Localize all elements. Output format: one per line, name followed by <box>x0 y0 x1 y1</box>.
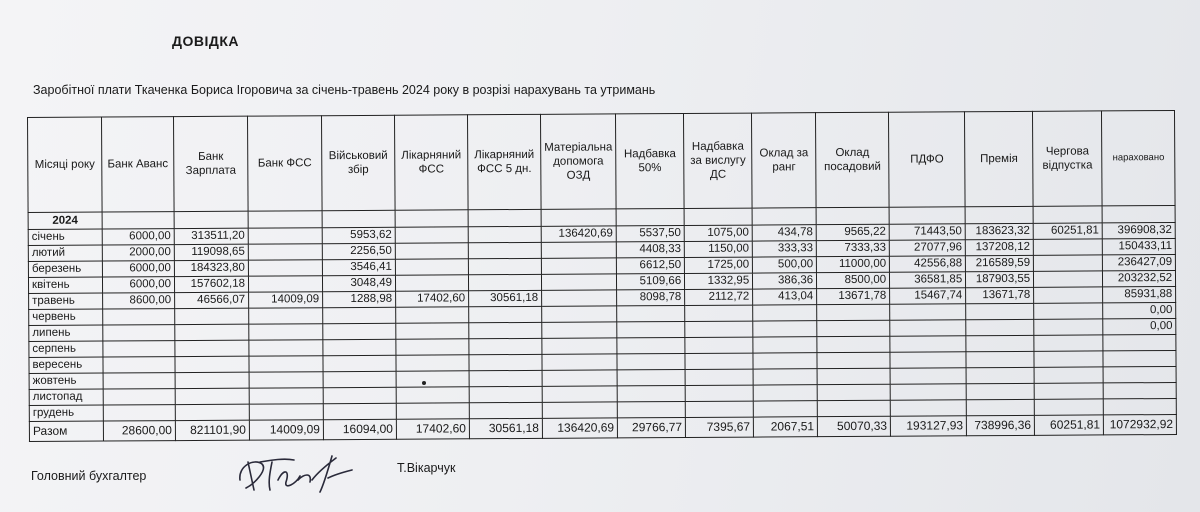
value-cell: 27077,96 <box>889 240 965 256</box>
value-cell: 14009,09 <box>249 292 323 308</box>
value-cell <box>175 404 249 420</box>
value-cell: 0,00 <box>1103 302 1176 318</box>
value-cell <box>817 352 890 368</box>
value-cell <box>1103 334 1176 350</box>
total-value-cell: 2067,51 <box>754 417 818 437</box>
footer-name: Т.Вікарчук <box>397 461 456 475</box>
value-cell <box>753 337 817 353</box>
value-cell <box>395 243 468 259</box>
value-cell <box>396 307 469 323</box>
value-cell <box>469 402 542 418</box>
value-cell: 2256,50 <box>322 243 395 259</box>
value-cell: 13671,78 <box>966 287 1034 303</box>
value-cell: 13671,78 <box>817 288 890 304</box>
value-cell: 30561,18 <box>469 290 542 306</box>
value-cell: 203232,52 <box>1103 270 1176 286</box>
value-cell <box>249 388 323 404</box>
value-cell <box>890 320 966 336</box>
value-cell <box>1034 335 1103 351</box>
value-cell: 1288,98 <box>323 291 396 307</box>
value-cell <box>685 321 753 337</box>
value-cell: 85931,88 <box>1103 286 1176 302</box>
value-cell <box>103 357 175 373</box>
ink-dot <box>422 381 426 385</box>
value-cell: 184323,80 <box>174 260 248 276</box>
value-cell <box>1034 255 1103 271</box>
month-cell: квітень <box>28 277 102 293</box>
value-cell: 42556,88 <box>890 256 966 272</box>
value-cell <box>468 258 541 274</box>
value-cell <box>542 322 617 338</box>
value-cell: 6000,00 <box>102 229 174 245</box>
column-header: Оклад за ранг <box>752 113 817 208</box>
value-cell <box>541 242 616 258</box>
value-cell: 1332,95 <box>685 273 753 289</box>
signature-image <box>232 450 362 496</box>
column-header: Місяці року <box>28 117 103 212</box>
value-cell <box>249 308 323 324</box>
value-cell <box>468 274 541 290</box>
month-cell: червень <box>29 309 103 325</box>
value-cell <box>103 341 175 357</box>
value-cell <box>890 336 966 352</box>
value-cell: 71443,50 <box>889 224 965 240</box>
value-cell <box>542 370 617 386</box>
value-cell <box>175 388 249 404</box>
column-header: Надбавка 50% <box>616 113 685 208</box>
value-cell <box>617 321 685 337</box>
month-cell: листопад <box>29 389 103 405</box>
value-cell <box>966 399 1034 415</box>
salary-table <box>27 110 1177 442</box>
value-cell <box>966 303 1034 319</box>
value-cell <box>542 402 617 418</box>
value-cell: 8098,78 <box>617 289 685 305</box>
value-cell <box>890 352 966 368</box>
value-cell: 0,00 <box>1103 318 1176 334</box>
value-cell <box>395 259 468 275</box>
value-cell <box>890 384 966 400</box>
value-cell: 2000,00 <box>102 245 174 261</box>
value-cell <box>617 385 685 401</box>
month-cell: травень <box>29 293 103 309</box>
value-cell <box>617 353 685 369</box>
value-cell: 1075,00 <box>684 225 752 241</box>
value-cell <box>249 356 323 372</box>
value-cell <box>542 290 617 306</box>
value-cell <box>175 308 249 324</box>
value-cell <box>753 369 817 385</box>
month-cell: грудень <box>29 405 103 421</box>
value-cell: 5953,62 <box>322 227 395 243</box>
value-cell: 60251,81 <box>1033 223 1102 239</box>
value-cell <box>396 387 469 403</box>
value-cell <box>753 401 817 417</box>
value-cell <box>396 355 469 371</box>
value-cell <box>1103 382 1176 398</box>
month-cell: жовтень <box>29 373 103 389</box>
value-cell: 6000,00 <box>102 277 174 293</box>
value-cell <box>323 307 396 323</box>
value-cell <box>323 403 396 419</box>
value-cell: 216589,59 <box>966 255 1034 271</box>
month-cell: серпень <box>29 341 103 357</box>
value-cell <box>469 370 542 386</box>
total-label: Разом <box>29 421 103 441</box>
total-value-cell: 136420,69 <box>542 418 617 438</box>
value-cell: 119098,65 <box>174 244 248 260</box>
value-cell: 8500,00 <box>817 272 890 288</box>
value-cell: 500,00 <box>753 257 817 273</box>
value-cell <box>542 338 617 354</box>
total-value-cell: 821101,90 <box>175 420 249 440</box>
value-cell <box>1103 398 1176 414</box>
total-value-cell: 738996,36 <box>967 415 1035 435</box>
value-cell <box>1034 351 1103 367</box>
value-cell <box>249 340 323 356</box>
value-cell <box>685 305 753 321</box>
value-cell <box>890 368 966 384</box>
value-cell <box>817 384 890 400</box>
footer-position: Головний бухгалтер <box>31 469 147 483</box>
value-cell <box>966 351 1034 367</box>
value-cell <box>103 373 175 389</box>
value-cell <box>685 369 753 385</box>
value-cell <box>1034 271 1103 287</box>
value-cell: 8600,00 <box>103 293 175 309</box>
total-value-cell: 28600,00 <box>103 421 175 441</box>
value-cell <box>890 400 966 416</box>
value-cell <box>817 304 890 320</box>
value-cell <box>469 338 542 354</box>
value-cell <box>103 309 175 325</box>
value-cell: 4408,33 <box>616 241 684 257</box>
table-body <box>28 205 1176 421</box>
value-cell <box>323 387 396 403</box>
value-cell <box>1034 367 1103 383</box>
value-cell <box>323 339 396 355</box>
document-title: ДОВІДКА <box>172 33 239 49</box>
total-value-cell: 14009,09 <box>249 420 323 440</box>
value-cell <box>890 304 966 320</box>
value-cell <box>617 337 685 353</box>
value-cell: 3048,49 <box>322 275 395 291</box>
value-cell: 6000,00 <box>102 261 174 277</box>
value-cell <box>468 226 541 242</box>
value-cell: 150433,11 <box>1102 238 1175 254</box>
value-cell: 36581,85 <box>890 272 966 288</box>
value-cell: 183623,32 <box>965 223 1033 239</box>
value-cell <box>323 355 396 371</box>
value-cell: 2112,72 <box>685 289 753 305</box>
value-cell <box>1034 319 1103 335</box>
value-cell <box>966 383 1034 399</box>
total-value-cell: 29766,77 <box>618 417 686 437</box>
month-cell: вересень <box>29 357 103 373</box>
value-cell <box>1034 287 1103 303</box>
value-cell <box>685 337 753 353</box>
value-cell: 413,04 <box>753 289 817 305</box>
value-cell: 46566,07 <box>175 292 249 308</box>
column-header: Надбавка за вислугу ДС <box>684 113 753 208</box>
total-value-cell: 50070,33 <box>818 416 891 436</box>
value-cell <box>753 321 817 337</box>
value-cell: 434,78 <box>752 225 816 241</box>
column-header: Лікарняний ФСС <box>394 115 468 210</box>
value-cell <box>396 323 469 339</box>
value-cell <box>966 335 1034 351</box>
total-value-cell: 17402,60 <box>396 419 469 439</box>
column-header: нараховано <box>1102 110 1176 205</box>
value-cell <box>817 336 890 352</box>
value-cell <box>175 356 249 372</box>
column-header: Оклад посадовий <box>816 112 890 207</box>
total-value-cell: 1072932,92 <box>1104 414 1177 434</box>
value-cell <box>323 371 396 387</box>
value-cell: 5537,50 <box>616 225 684 241</box>
column-header: Військовий збір <box>321 115 395 210</box>
value-cell <box>469 306 542 322</box>
value-cell <box>1103 350 1176 366</box>
value-cell <box>103 389 175 405</box>
value-cell <box>248 228 322 244</box>
value-cell <box>685 401 753 417</box>
value-cell: 386,36 <box>753 273 817 289</box>
value-cell <box>469 322 542 338</box>
column-header: Матеріальна допомога ОЗД <box>540 114 616 209</box>
value-cell: 236427,09 <box>1103 254 1176 270</box>
value-cell: 17402,60 <box>396 291 469 307</box>
value-cell <box>685 385 753 401</box>
value-cell <box>1033 239 1102 255</box>
column-header: Банк ФСС <box>247 116 322 211</box>
column-header: Чергова відпустка <box>1033 111 1103 206</box>
value-cell: 157602,18 <box>174 276 248 292</box>
value-cell <box>617 305 685 321</box>
value-cell: 3546,41 <box>322 259 395 275</box>
value-cell <box>685 353 753 369</box>
value-cell: 15467,74 <box>890 288 966 304</box>
column-header: Банк Аванс <box>102 117 175 212</box>
value-cell: 1725,00 <box>685 257 753 273</box>
value-cell <box>468 242 541 258</box>
value-cell <box>966 367 1034 383</box>
value-cell: 136420,69 <box>541 226 616 242</box>
value-cell <box>753 385 817 401</box>
value-cell <box>395 275 468 291</box>
value-cell: 5109,66 <box>617 273 685 289</box>
value-cell <box>249 372 323 388</box>
value-cell: 313511,20 <box>174 228 248 244</box>
value-cell <box>396 403 469 419</box>
value-cell <box>469 354 542 370</box>
value-cell <box>396 339 469 355</box>
value-cell: 6612,50 <box>617 257 685 273</box>
value-cell <box>248 260 322 276</box>
value-cell <box>175 340 249 356</box>
value-cell: 137208,12 <box>965 239 1033 255</box>
value-cell <box>753 353 817 369</box>
month-cell: січень <box>28 229 102 245</box>
value-cell: 7333,33 <box>816 240 889 256</box>
value-cell: 1150,00 <box>684 241 752 257</box>
value-cell: 396908,32 <box>1102 222 1175 238</box>
value-cell: 187903,55 <box>966 271 1034 287</box>
header-row <box>28 110 1176 212</box>
value-cell <box>541 274 616 290</box>
value-cell: 11000,00 <box>817 256 890 272</box>
month-cell: лютий <box>28 245 102 261</box>
value-cell <box>175 324 249 340</box>
value-cell <box>248 244 322 260</box>
value-cell <box>469 386 542 402</box>
column-header: Банк Зарплата <box>174 116 249 211</box>
document-subtitle: Заробітної плати Ткаченка Бориса Ігоровича за січень-травень 2024 року в розрізі нарахувань та утримань <box>33 83 656 97</box>
value-cell <box>817 320 890 336</box>
value-cell <box>103 405 175 421</box>
value-cell <box>966 319 1034 335</box>
value-cell <box>248 276 322 292</box>
value-cell <box>542 354 617 370</box>
value-cell <box>817 400 890 416</box>
value-cell <box>753 305 817 321</box>
value-cell <box>541 258 616 274</box>
year-cell: 2024 <box>28 212 102 229</box>
month-cell: липень <box>29 325 103 341</box>
value-cell <box>249 404 323 420</box>
value-cell <box>817 368 890 384</box>
column-header: ПДФО <box>889 112 966 207</box>
total-value-cell: 16094,00 <box>323 419 396 439</box>
value-cell <box>542 386 617 402</box>
value-cell <box>103 325 175 341</box>
value-cell <box>617 401 685 417</box>
value-cell <box>249 324 323 340</box>
value-cell <box>542 306 617 322</box>
value-cell <box>1103 366 1176 382</box>
value-cell <box>1034 303 1103 319</box>
column-header: Премія <box>965 111 1034 206</box>
month-cell: березень <box>28 261 102 277</box>
total-value-cell: 30561,18 <box>469 418 542 438</box>
value-cell <box>617 369 685 385</box>
value-cell <box>323 323 396 339</box>
total-value-cell: 60251,81 <box>1035 415 1104 435</box>
value-cell <box>175 372 249 388</box>
total-value-cell: 193127,93 <box>891 416 967 436</box>
salary-table-wrapper <box>27 110 1177 442</box>
value-cell <box>395 227 468 243</box>
column-header: Лікарняний ФСС 5 дн. <box>467 114 541 209</box>
value-cell <box>1034 399 1103 415</box>
value-cell: 9565,22 <box>816 224 889 240</box>
total-value-cell: 7395,67 <box>686 417 754 437</box>
value-cell: 333,33 <box>752 241 816 257</box>
value-cell <box>396 371 469 387</box>
value-cell <box>1034 383 1103 399</box>
